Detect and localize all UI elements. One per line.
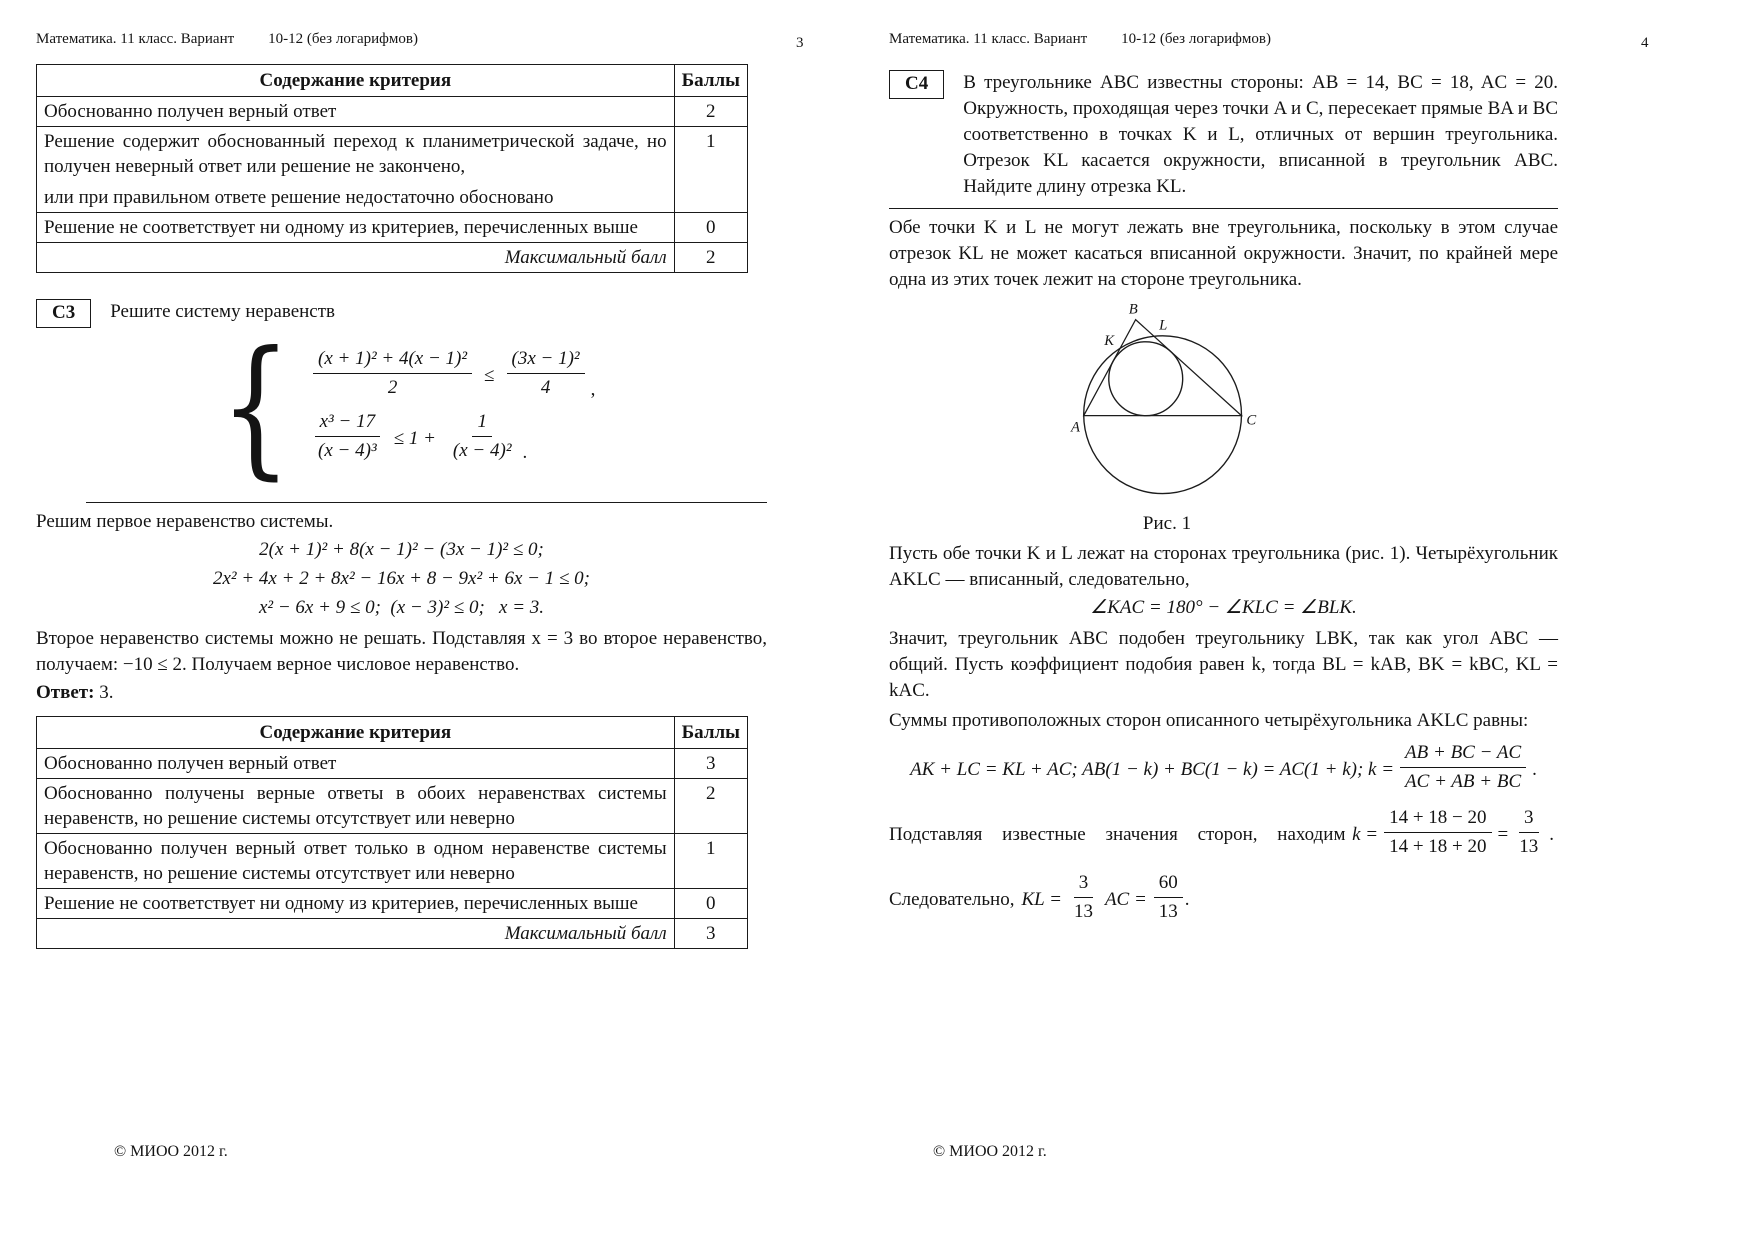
criteria-cell: Решение не соответствует ни одному из критериев, перечисленных выше	[37, 889, 675, 919]
numerator: 60	[1154, 870, 1183, 898]
numerator: x³ − 17	[315, 409, 380, 437]
table-row	[37, 834, 748, 889]
header-title: Математика. 11 класс. Вариант	[889, 31, 1088, 47]
max-score-label: Максимальный балл	[37, 243, 675, 273]
equation-line: x² − 6x + 9 ≤ 0; (x − 3)² ≤ 0; x = 3.	[258, 597, 545, 618]
fraction	[1400, 740, 1526, 795]
denominator: (x − 4)²	[452, 440, 512, 461]
answer-label: Ответ:	[36, 682, 95, 703]
punctuation: .	[1184, 888, 1190, 910]
points-cell: 3	[674, 749, 747, 779]
criteria-line-2: или при правильном ответе решение недостаточно обосновано	[44, 187, 554, 208]
problem-statement: В треугольнике ABC известны стороны: AB = 14, BC = 18, AC = 20. Окружность, проходящая через точки A и C, пересекает прямые BA и BC соответственно в точках K и L, отличных от вершин треугольника. Отрезок KL касается окружности, вписанной в треугольник ABC. Найдите длину отрезка KL.	[963, 72, 1558, 197]
system-rows	[307, 340, 595, 474]
fraction	[1514, 805, 1543, 860]
page-footer: © МИОО 2012 г.	[933, 1143, 1047, 1160]
relation-sign: ≤ 1 +	[393, 427, 436, 449]
vertex-label-b: B	[1128, 301, 1138, 318]
page-content	[889, 56, 1558, 927]
fraction	[507, 346, 585, 401]
criteria-cell	[37, 127, 675, 213]
equation-line: 2x² + 4x + 2 + 8x² − 16x + 8 − 9x² + 6x − 1 ≤ 0;	[212, 568, 590, 589]
equation-lead: Подставляя известные значения сторон, находим	[889, 823, 1346, 845]
punctuation: .	[1532, 758, 1537, 780]
substitution-line	[889, 807, 1558, 862]
vertex-label-c: C	[1246, 412, 1257, 429]
denominator: 2	[387, 377, 398, 398]
header-variant: 10-12 (без логарифмов)	[268, 31, 418, 47]
points-header-cell: Баллы	[674, 717, 747, 749]
equation-line: 2(x + 1)² + 8(x − 1)² − (3x − 1)² ≤ 0;	[259, 539, 544, 560]
denominator: (x − 4)³	[318, 440, 377, 461]
page-number: 3	[796, 35, 804, 51]
triangle-circles-diagram	[1069, 297, 1265, 501]
numerator: AB + BC − AC	[1400, 740, 1526, 768]
table-max-row	[37, 243, 748, 273]
conclusion-line	[889, 872, 1558, 927]
system-brace: {	[219, 320, 292, 494]
criteria-cell: Обоснованно получен верный ответ	[37, 97, 675, 127]
figure-1	[1069, 297, 1265, 537]
page-content	[36, 56, 767, 949]
denominator: 13	[1519, 836, 1539, 857]
points-cell: 1	[674, 127, 747, 213]
problem-statement: Решите систему неравенств	[110, 301, 336, 322]
ac-equals: AC =	[1104, 888, 1147, 910]
criteria-table-c2	[36, 64, 748, 273]
header-title: Математика. 11 класс. Вариант	[36, 31, 235, 47]
solution-paragraph: Значит, треугольник ABC подобен треугольнику LBK, так как угол ABC — общий. Пусть коэффициент подобия равен k, тогда BL = kAB, BK = kBC, KL = kAC.	[889, 628, 1558, 701]
conclusion-lead: Следовательно,	[889, 888, 1015, 910]
numerator: (3x − 1)²	[507, 346, 585, 374]
table-max-row	[37, 919, 748, 949]
page-header	[889, 30, 1271, 48]
denominator: AC + AB + BC	[1405, 771, 1522, 792]
numerator: (x + 1)² + 4(x − 1)²	[313, 346, 472, 374]
fraction	[1384, 805, 1491, 860]
tangential-quadrilateral-equation	[889, 742, 1558, 797]
answer-line	[36, 680, 767, 706]
criteria-cell: Обоснованно получен верный ответ	[37, 749, 675, 779]
inequality-2	[307, 411, 595, 466]
problem-c4	[889, 70, 1558, 200]
denominator: 13	[1073, 901, 1093, 922]
max-score-value: 2	[674, 243, 747, 273]
angle-equation: ∠KAC = 180° − ∠KLC = ∠BLK.	[1090, 597, 1357, 618]
kl-equals: KL =	[1021, 888, 1062, 910]
table-header-row	[37, 65, 748, 97]
page-4	[877, 0, 1754, 1239]
numerator: 14 + 18 − 20	[1384, 805, 1491, 833]
solution-paragraph: Суммы противоположных сторон описанного четырёхугольника AKLC равны:	[889, 710, 1529, 731]
fraction	[313, 409, 382, 464]
page-footer: © МИОО 2012 г.	[114, 1143, 228, 1160]
point-label-k: K	[1104, 333, 1115, 350]
punctuation: .	[1549, 823, 1554, 845]
header-variant: 10-12 (без логарифмов)	[1121, 31, 1271, 47]
criteria-header-cell: Содержание критерия	[37, 65, 675, 97]
criteria-header-cell: Содержание критерия	[37, 717, 675, 749]
points-cell: 2	[674, 97, 747, 127]
solution-paragraph: Решим первое неравенство системы.	[36, 511, 334, 532]
max-score-label: Максимальный балл	[37, 919, 675, 949]
fraction	[1069, 870, 1098, 925]
problem-label-box: С4	[889, 70, 944, 99]
punctuation: ,	[590, 379, 596, 400]
table-header-row	[37, 717, 748, 749]
criteria-line-1: Решение содержит обоснованный переход к планиметрической задаче, но получен неверный ответ или решение не закончено,	[44, 131, 667, 177]
denominator: 14 + 18 + 20	[1389, 836, 1487, 857]
points-header-cell: Баллы	[674, 65, 747, 97]
punctuation: .	[522, 442, 528, 463]
fraction	[1154, 870, 1183, 925]
numerator: 3	[1519, 805, 1539, 833]
numerator: 3	[1074, 870, 1094, 898]
table-row	[37, 213, 748, 243]
page-header	[36, 30, 418, 48]
solution-paragraph: Второе неравенство системы можно не решать. Подставляя x = 3 во второе неравенство, получаем: −10 ≤ 2. Получаем верное числовое неравенство.	[36, 628, 767, 675]
vertex-label-a: A	[1070, 419, 1080, 436]
inequality-1	[307, 348, 595, 403]
solution-divider	[889, 208, 1558, 209]
numerator: 1	[472, 409, 492, 437]
figure-caption: Рис. 1	[1142, 513, 1192, 534]
circumscribed-circle	[1084, 336, 1242, 494]
point-label-l: L	[1159, 317, 1168, 334]
equation-lead: AK + LC = KL + AC; AB(1 − k) + BC(1 − k) = AC(1 + k); k =	[910, 758, 1395, 780]
k-formula	[1352, 807, 1554, 862]
criteria-cell: Обоснованно получены верные ответы в обоих неравенствах системы неравенств, но решение системы отсутствует или неверно	[37, 779, 675, 834]
points-cell: 0	[674, 213, 747, 243]
points-cell: 0	[674, 889, 747, 919]
table-row	[37, 749, 748, 779]
answer-value: 3.	[99, 682, 114, 703]
solution-paragraph: Обе точки K и L не могут лежать вне треугольника, поскольку в этом случае отрезок KL не может касаться вписанной окружности. Значит, по крайней мере одна из этих точек лежит на стороне треугольника.	[889, 217, 1558, 290]
points-cell: 1	[674, 834, 747, 889]
solution-paragraph: Пусть обе точки K и L лежат на сторонах треугольника (рис. 1). Четырёхугольник AKLC — вписанный, следовательно,	[889, 543, 1558, 590]
criteria-table-c3	[36, 716, 748, 949]
criteria-cell: Обоснованно получен верный ответ только в одном неравенстве системы неравенств, но решение системы отсутствует или неверно	[37, 834, 675, 889]
table-row	[37, 97, 748, 127]
relation-sign: ≤	[484, 364, 495, 386]
equals-sign: =	[1497, 823, 1509, 845]
k-equals: k =	[1352, 823, 1379, 845]
problem-label-box: С3	[36, 299, 91, 328]
solution-divider	[86, 502, 767, 503]
page-number: 4	[1641, 35, 1649, 51]
table-row	[37, 779, 748, 834]
denominator: 4	[540, 377, 551, 398]
table-row	[37, 127, 748, 213]
max-score-value: 3	[674, 919, 747, 949]
problem-c3	[36, 299, 767, 328]
fraction	[313, 346, 472, 401]
points-cell: 2	[674, 779, 747, 834]
criteria-cell: Решение не соответствует ни одному из критериев, перечисленных выше	[37, 213, 675, 243]
system-of-inequalities	[208, 320, 596, 494]
fraction	[448, 409, 517, 464]
denominator: 13	[1158, 901, 1178, 922]
table-row	[37, 889, 748, 919]
